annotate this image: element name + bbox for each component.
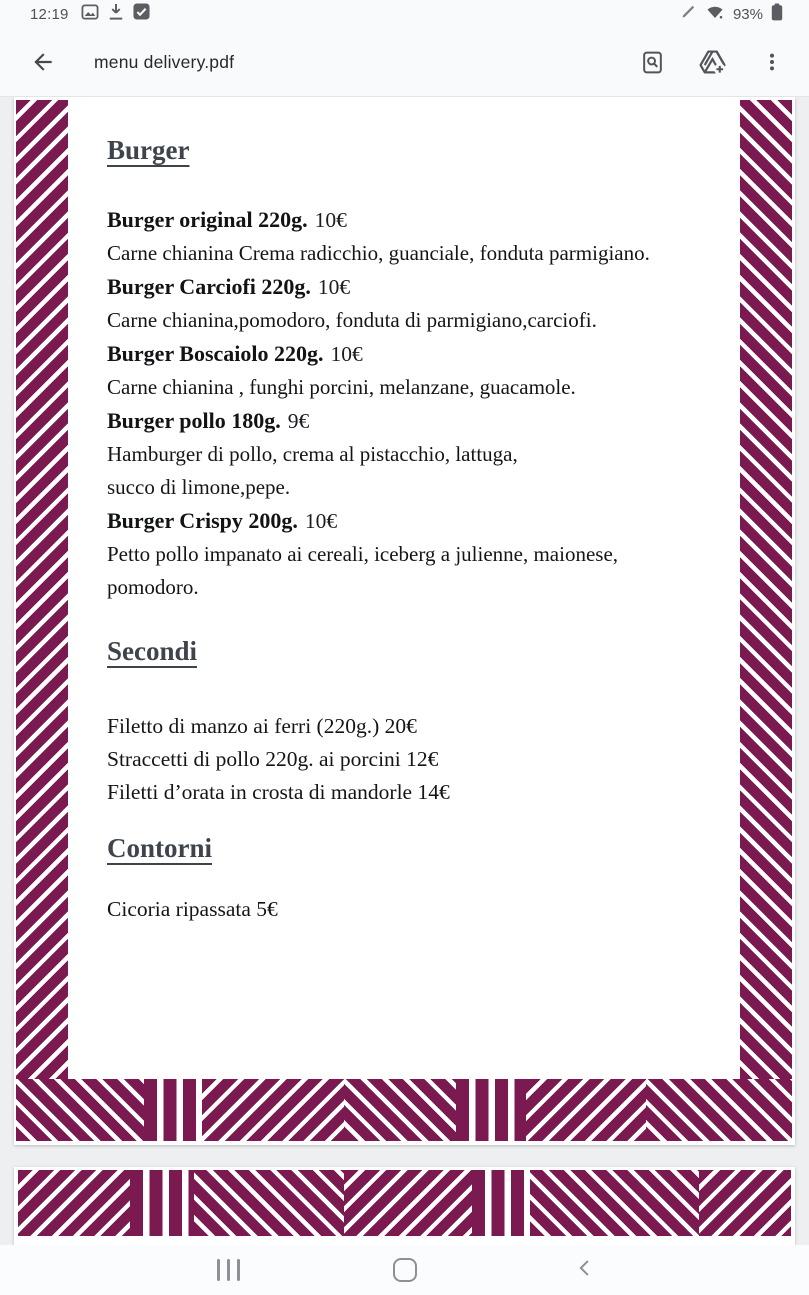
status-bar xyxy=(0,0,809,28)
menu-item-title: Burger Carciofi 220g. 10€ xyxy=(107,274,351,299)
battery-percent: 93% xyxy=(732,5,763,23)
menu-item-title: Burger pollo 180g. 9€ xyxy=(107,408,310,433)
download-icon xyxy=(108,3,124,25)
overflow-menu-button[interactable] xyxy=(757,47,787,77)
add-to-drive-button[interactable] xyxy=(697,47,727,77)
recents-button[interactable] xyxy=(206,1245,250,1295)
menu-item-line: Cicoria ripassata 5€ xyxy=(107,897,278,921)
section-heading-burger: Burger xyxy=(107,135,190,165)
document-title: menu delivery.pdf xyxy=(94,51,235,72)
menu-item-line: Filetto di manzo ai ferri (220g.) 20€ xyxy=(107,714,417,738)
menu-item-title: Burger Crispy 200g. 10€ xyxy=(107,508,338,533)
menu-item-desc: Carne chianina,pomodoro, fonduta di parmigiano,carciofi. xyxy=(107,308,597,332)
menu-item-desc: Carne chianina , funghi porcini, melanzane, guacamole. xyxy=(107,375,576,399)
battery-icon xyxy=(771,3,783,26)
menu-item-title: Burger original 220g. 10€ xyxy=(107,207,347,232)
home-button[interactable] xyxy=(383,1245,427,1295)
menu-item-desc: pomodoro. xyxy=(107,575,199,599)
menu-item-desc: succo di limone,pepe. xyxy=(107,475,291,499)
image-icon xyxy=(81,4,99,25)
menu-content xyxy=(107,127,727,926)
decorative-border-left xyxy=(16,100,68,1081)
wifi-icon xyxy=(705,4,725,25)
menu-item-desc: Carne chianina Crema radicchio, guanciale, fonduta parmigiano. xyxy=(107,241,650,265)
section-heading-contorni: Contorni xyxy=(107,833,213,863)
back-nav-button[interactable] xyxy=(563,1245,607,1295)
menu-item-line: Filetti d’orata in crosta di mandorle 14€ xyxy=(107,780,450,804)
pdf-viewer[interactable] xyxy=(0,97,809,1245)
app-bar xyxy=(0,28,809,97)
section-heading-secondi: Secondi xyxy=(107,636,198,666)
system-status-icons xyxy=(680,3,783,26)
stylus-icon xyxy=(680,3,697,25)
home-icon xyxy=(393,1258,417,1282)
clock: 12:19 xyxy=(30,5,69,23)
decorative-border-right xyxy=(740,100,792,1081)
decorative-border-bottom xyxy=(16,1079,792,1141)
menu-item-desc: Petto pollo impanato ai cereali, iceberg a julienne, maionese, xyxy=(107,542,619,566)
decorative-border-top xyxy=(18,1170,791,1236)
menu-item-title: Burger Boscaiolo 220g. 10€ xyxy=(107,341,363,366)
navigation-bar xyxy=(0,1245,809,1295)
back-button[interactable] xyxy=(28,47,58,77)
menu-item-desc: Hamburger di pollo, crema al pistacchio, lattuga, xyxy=(107,442,518,466)
find-in-page-button[interactable] xyxy=(637,47,667,77)
back-icon xyxy=(574,1257,596,1284)
notification-icons xyxy=(81,3,150,25)
pdf-page-1 xyxy=(14,97,795,1145)
task-check-icon xyxy=(133,3,150,25)
menu-item-line: Straccetti di pollo 220g. ai porcini 12€ xyxy=(107,747,439,771)
recents-icon xyxy=(217,1259,240,1281)
pdf-page-2 xyxy=(14,1167,795,1245)
